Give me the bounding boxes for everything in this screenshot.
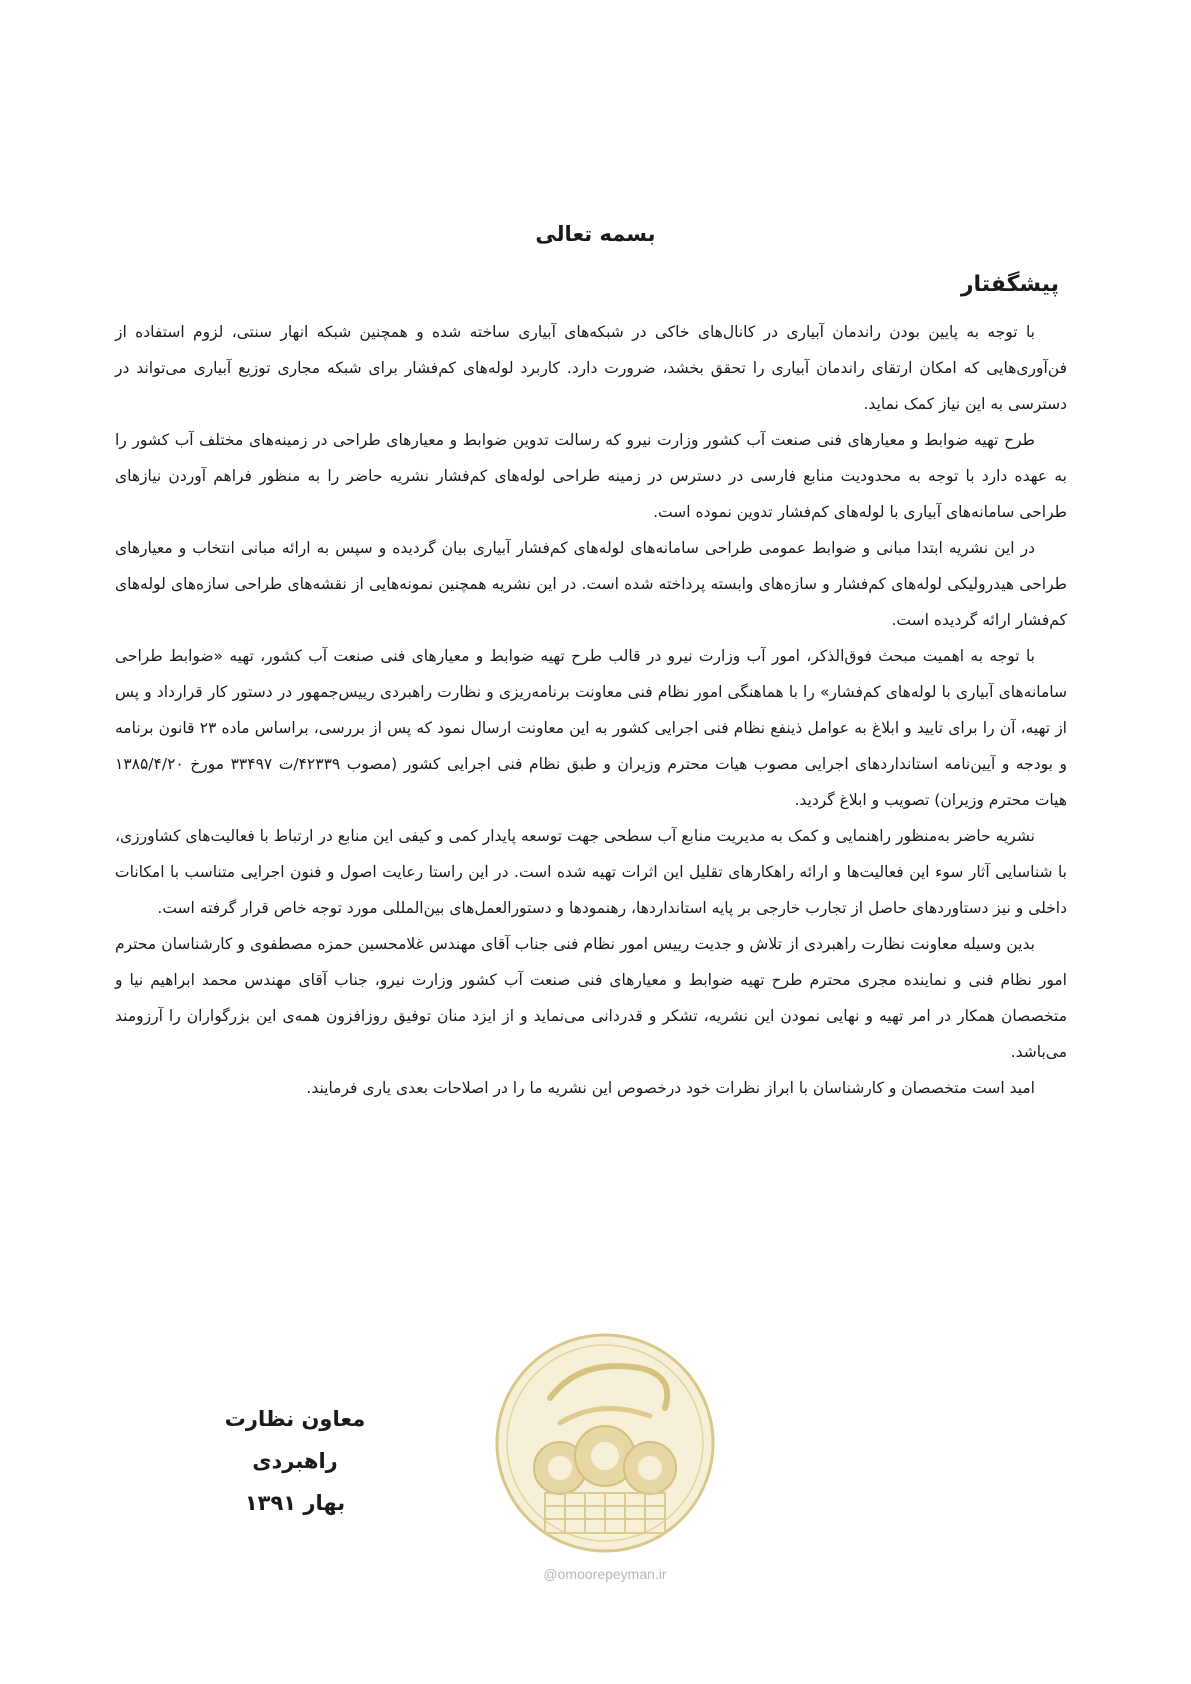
paragraph: با توجه به پایین بودن راندمان آبیاری در کانال‌های خاکی در شبکه‌های آبیاری ساخته شده و همچنین شبکه انهار سنتی، لزوم استفاده از فن‌آوری‌هایی که امکان ارتقای راندمان آبیاری را تحقق بخشد، ضرورت دارد. کاربرد لوله‌های کم‌فشار برای شبکه مجاری توزیع آبیاری می‌تواند در دسترسی به این نیاز کمک نماید. xyxy=(115,323,1067,413)
paragraph: بدین وسیله معاونت نظارت راهبردی از تلاش و جدیت رییس امور نظام فنی جناب آقای مهندس غلامحسین حمزه مصطفوی و کارشناسان محترم امور نظام فنی و نماینده مجری محترم طرح تهیه ضوابط و معیارهای فنی صنعت آب کشور وزارت نیرو، جناب آقای مهندس محمد ابراهیم نیا و متخصصان همکار در امر تهیه و نهایی نمودن این نشریه، تشکر و قدردانی می‌نماید و از ایزد منان توفیق روزافزون همه‌ی این بزرگواران را آرزومند می‌باشد. xyxy=(115,935,1067,1061)
signature-title: معاون نظارت راهبردی xyxy=(224,1407,366,1473)
watermark-logo xyxy=(490,1328,720,1558)
paragraph: امید است متخصصان و کارشناسان با ابراز نظرات خود درخصوص این نشریه ما را در اصلاحات بعدی یاری فرمایند. xyxy=(306,1079,1035,1097)
paragraph: نشریه حاضر به‌منظور راهنمایی و کمک به مدیریت منابع آب سطحی جهت توسعه پایدار کمی و کیفی این منابع در ارتباط با فعالیت‌های کشاورزی، با شناسایی آثار سوء این فعالیت‌ها و ارائه راهکارهای تقلیل این اثرات تهیه شده است. در این راستا رعایت اصول و فنون اجرایی متناسب با امکانات داخلی و نیز دستاوردهای حاصل از تجارب خارجی بر پایه استانداردها، رهنمودها و دستورالعمل‌های بین‌المللی مورد توجه خاص قرار گرفته است. xyxy=(115,827,1067,917)
paragraph: طرح تهیه ضوابط و معیارهای فنی صنعت آب کشور وزارت نیرو که رسالت تدوین ضوابط و معیارهای طراحی در زمینه‌های مختلف آب کشور را به عهده دارد با توجه به محدودیت منابع فارسی در دسترس در زمینه طراحی لوله‌های کم‌فشار نشریه حاضر را به منظور فراهم آوردن نیازهای طراحی سامانه‌های آبیاری با لوله‌های کم‌فشار تدوین نموده است. xyxy=(115,431,1067,521)
signature-date: بهار ۱۳۹۱ xyxy=(244,1491,346,1515)
preface-heading: پیشگفتار xyxy=(960,272,1059,297)
signature-block xyxy=(180,1398,410,1524)
watermark-url: @omoorepeyman.ir xyxy=(543,1566,667,1582)
paragraph: با توجه به اهمیت مبحث فوق‌الذکر، امور آب وزارت نیرو در قالب طرح تهیه ضوابط و معیارهای فنی صنعت آب کشور، تهیه «ضوابط طراحی سامانه‌های آبیاری با لوله‌های کم‌فشار» را با هماهنگی امور نظام فنی معاونت برنامه‌ریزی و نظارت راهبردی رییس‌جمهور در دستور کار قرارداد و پس از تهیه، آن را برای تایید و ابلاغ به عوامل ذینفع نظام فنی اجرایی کشور به این معاونت ارسال نمود که پس از بررسی، براساس ماده ۲۳ قانون برنامه و بودجه و آیین‌نامه استانداردهای اجرایی مصوب هیات محترم وزیران و طبق نظام فنی اجرایی کشور (مصوب ۴۲۳۳۹/ت ۳۳۴۹۷ مورخ ۱۳۸۵/۴/۲۰ هیات محترم وزیران) تصویب و ابلاغ گردید. xyxy=(115,647,1068,809)
basmala-heading: بسمه تعالی xyxy=(535,222,656,246)
preface-body xyxy=(115,314,1067,1106)
paragraph: در این نشریه ابتدا مبانی و ضوابط عمومی طراحی سامانه‌های لوله‌های کم‌فشار آبیاری بیان گردیده و سپس به ارائه مبانی انتخاب و معیارهای طراحی هیدرولیکی لوله‌های کم‌فشار و سازه‌های وابسته پرداخته شده است. در این نشریه همچنین نمونه‌هایی از نقشه‌های طراحی سازه‌های لوله‌های کم‌فشار ارائه گردیده است. xyxy=(115,539,1067,629)
